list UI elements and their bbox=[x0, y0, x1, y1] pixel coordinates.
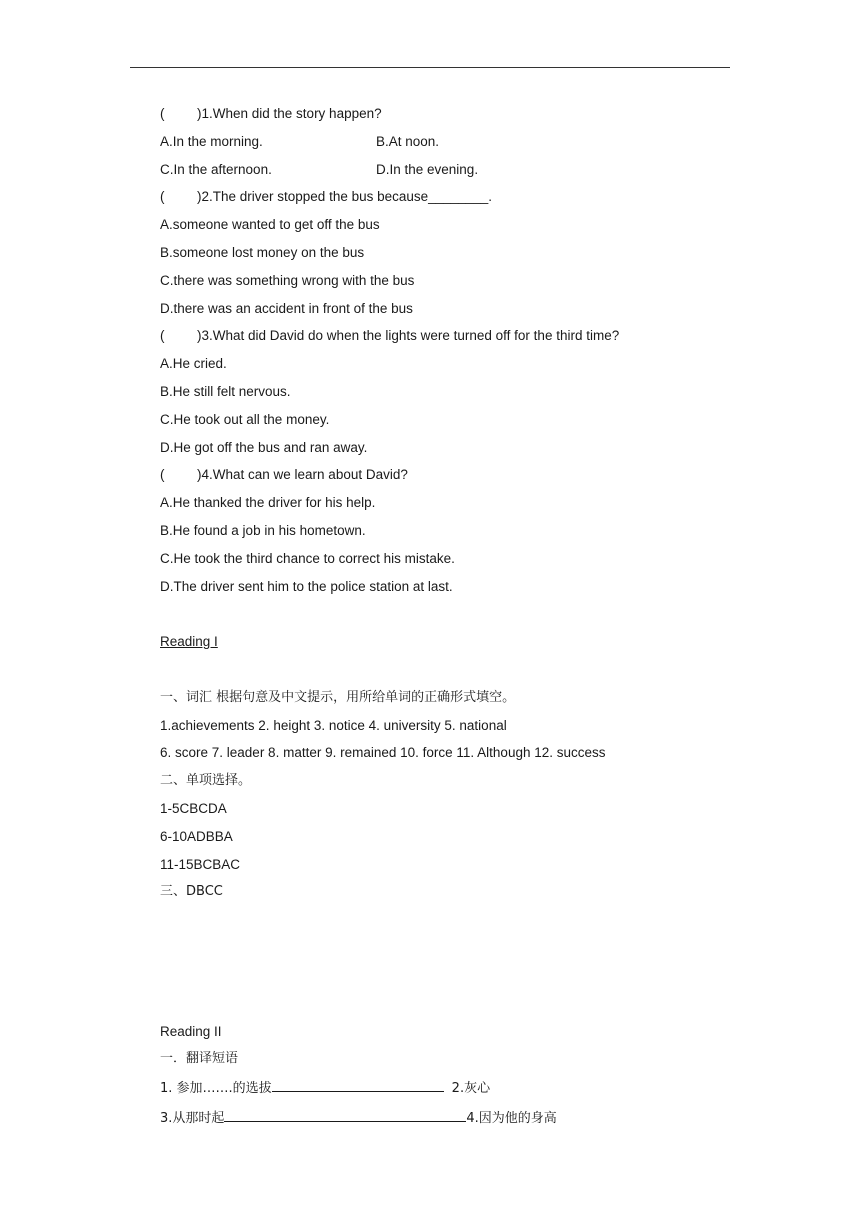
reading-1-section-3: 三、DBCC bbox=[160, 884, 223, 900]
question-4-option-d: D.The driver sent him to the police station at last. bbox=[160, 578, 453, 594]
question-4-option-b: B.He found a job in his hometown. bbox=[160, 522, 366, 538]
question-4-option-c: C.He took the third chance to correct his mistake. bbox=[160, 550, 455, 566]
reading-1-vocab-line-2: 6. score 7. leader 8. matter 9. remained 10. force 11. Although 12. success bbox=[160, 745, 606, 761]
question-4-stem: ( )4.What can we learn about David? bbox=[160, 467, 408, 483]
option-a: A.In the morning. bbox=[160, 133, 263, 149]
question-2-option-d: D.there was an accident in front of the bus bbox=[160, 300, 413, 316]
reading-1-section-1-heading: 一、词汇 根据句意及中文提示，用所给单词的正确形式填空。 bbox=[160, 689, 516, 705]
reading-2-section-1-heading: 一．翻译短语 bbox=[160, 1051, 239, 1067]
question-3-option-b: B.He still felt nervous. bbox=[160, 383, 291, 399]
answer-blank-1[interactable] bbox=[272, 1077, 444, 1092]
question-3-stem: ( )3.What did David do when the lights were turned off for the third time? bbox=[160, 328, 620, 344]
document-body bbox=[160, 104, 740, 1135]
reading-1-answers-1: 1-5CBCDA bbox=[160, 800, 227, 816]
question-1-options-row-2 bbox=[160, 160, 740, 188]
reading-2-row-2: 3.从那时起 4.因为他的身高 bbox=[160, 1107, 740, 1135]
question-3-option-d: D.He got off the bus and ran away. bbox=[160, 439, 368, 455]
reading-1-answers-3: 11-15BCBAC bbox=[160, 856, 241, 872]
reading-2-title: Reading II bbox=[160, 1023, 222, 1039]
header-rule bbox=[130, 67, 730, 68]
question-3-option-c: C.He took out all the money. bbox=[160, 411, 330, 427]
question-2-option-b: B.someone lost money on the bus bbox=[160, 244, 365, 260]
answer-blank-3[interactable] bbox=[224, 1107, 466, 1122]
reading-1-answers-2: 6-10ADBBA bbox=[160, 828, 233, 844]
reading-1-vocab-line-1: 1.achievements 2. height 3. notice 4. university 5. national bbox=[160, 717, 507, 733]
question-1-stem: ( )1.When did the story happen? bbox=[160, 106, 382, 121]
option-d: D.In the evening. bbox=[376, 161, 479, 177]
question-2-option-c: C.there was something wrong with the bus bbox=[160, 272, 415, 288]
option-c: C.In the afternoon. bbox=[160, 161, 272, 177]
reading-1-section-2-heading: 二、单项选择。 bbox=[160, 773, 252, 789]
reading-2-row-1: 1. 参加…….的选拔 2.灰心 bbox=[160, 1077, 740, 1107]
option-b: B.At noon. bbox=[376, 133, 440, 149]
question-2-stem: ( )2.The driver stopped the bus because________. bbox=[160, 189, 492, 205]
reading-1-title: Reading I bbox=[160, 634, 218, 650]
question-2-option-a: A.someone wanted to get off the bus bbox=[160, 217, 380, 233]
question-4-option-a: A.He thanked the driver for his help. bbox=[160, 495, 376, 511]
question-1-options-row-1 bbox=[160, 132, 740, 160]
question-3-option-a: A.He cried. bbox=[160, 356, 227, 372]
